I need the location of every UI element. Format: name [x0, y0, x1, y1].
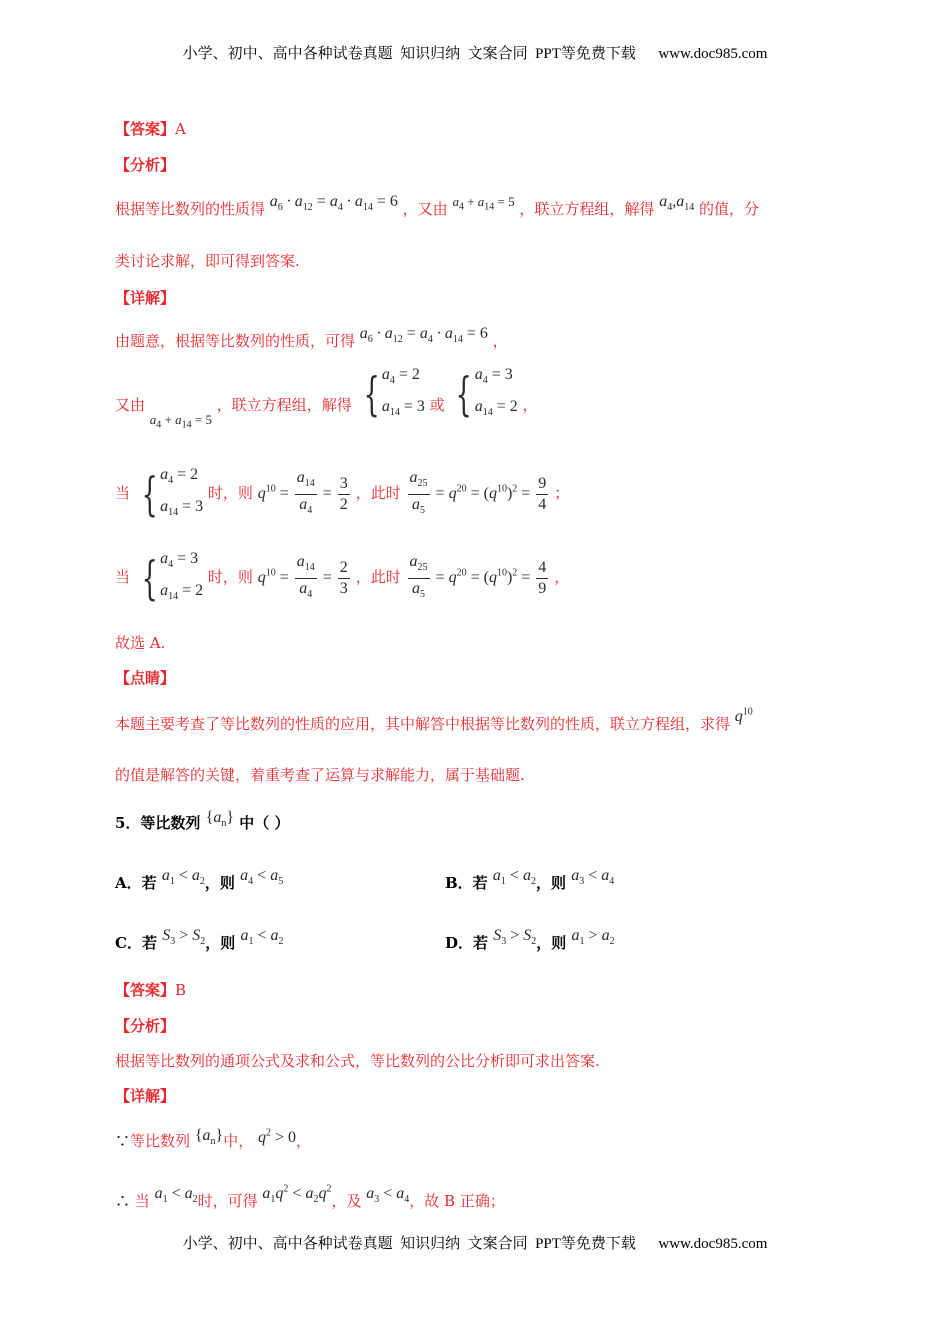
analysis-line-1: [115, 193, 759, 221]
case-2-system: { $a_4 = 3$ $a_{14} = 2$: [141, 550, 204, 606]
option-d-result: $a_1 > a_2$: [571, 927, 615, 948]
q5-detail-line-1: [115, 1127, 312, 1153]
option-b[interactable]: [445, 867, 615, 895]
formula-a6a12-eq-6: $a_6 \cdot a_{12} = a_4 \cdot a_{14} = 6$: [359, 325, 488, 346]
option-d[interactable]: [445, 927, 615, 955]
sequence-an: $\{a_n\}$: [205, 809, 235, 830]
point-tag: 【点睛】: [115, 669, 176, 687]
detail-text: ，故 B 正确；: [409, 1192, 505, 1210]
option-label: D．若: [445, 934, 489, 952]
conclusion: 故选 A.: [115, 634, 166, 652]
case-2-q10-formula: $q^{10}$ = $\frac{a_{14}}{a_4}$ = $\frac{2}{3}$: [257, 552, 348, 601]
detail-text: 或: [429, 396, 445, 415]
case-1-q10-formula: $q^{10}$ = $\frac{a_{14}}{a_4}$ = $\frac{3}{2}$: [257, 468, 348, 517]
q5-stem-text: 5．等比数列: [115, 814, 201, 832]
analysis-text: ，联立方程组，解得: [519, 200, 655, 218]
detail-text: 时，可得: [197, 1192, 258, 1210]
formula-q2-gt-0: $q^2 > 0$: [257, 1127, 297, 1146]
case-text: ；: [554, 484, 570, 503]
detail-text: ，联立方程组，解得: [216, 396, 352, 415]
because-symbol: ∵: [115, 1132, 131, 1150]
case-2-ratio-formula: $\frac{a_{25}}{a_5}$ = $q^{20} = (q^{10})^2$ = $\frac{4}{9}$: [409, 552, 547, 601]
formula-a3-lt-a4: $a_3 < a_4$: [366, 1185, 410, 1206]
analysis-text: 的值，分: [698, 200, 759, 218]
detail-text: 等比数列: [130, 1132, 191, 1150]
option-c[interactable]: [115, 927, 284, 955]
formula-a1-lt-a2: $a_1 < a_2$: [154, 1185, 198, 1206]
analysis-text: 根据等比数列的性质得: [115, 200, 266, 218]
sequence-an: $\{a_n\}$: [194, 1127, 224, 1148]
option-a[interactable]: [115, 867, 284, 895]
case-1-ratio-formula: $\frac{a_{25}}{a_5}$ = $q^{20} = (q^{10})^2$ = $\frac{9}{4}$: [409, 468, 547, 517]
answer-line-q4: [115, 118, 186, 139]
detail-text: 中，: [223, 1132, 254, 1150]
formula-a4-a14: $a_4,a_{14}$: [659, 193, 695, 214]
formula-a1q2-lt-a2q2: $a_1q^2 < a_2q^2$: [262, 1183, 332, 1206]
detail-tag: 【详解】: [115, 289, 176, 307]
formula-a6a12-eq-a4a14: $a_6 \cdot a_{12} = a_4 \cdot a_{14} = 6$: [269, 193, 398, 214]
option-b-result: $a_3 < a_4$: [571, 867, 615, 888]
option-c-cond: $S_3 > S_2$: [162, 927, 206, 948]
case-text: 当: [115, 484, 131, 503]
case-text: 时，则: [207, 484, 253, 503]
q5-answer-line: [115, 979, 186, 1000]
q5-analysis-text: 根据等比数列的通项公式及求和公式，等比数列的公比分析即可求出答案.: [115, 1052, 600, 1070]
detail-text: ，: [492, 332, 508, 350]
case-text: ，此时: [355, 484, 401, 503]
option-a-result: $a_4 < a_5$: [240, 867, 284, 888]
option-d-cond: $S_3 > S_2$: [493, 927, 537, 948]
option-text: ，则: [205, 934, 236, 952]
detail-text: ，: [522, 396, 538, 415]
option-text: ，则: [536, 934, 567, 952]
case-text: ，: [554, 568, 570, 587]
detail-text: 由题意，根据等比数列的性质，可得: [115, 332, 356, 350]
point-line-2: 的值是解答的关键，着重考查了运算与求解能力，属于基础题.: [115, 766, 525, 784]
formula-q10: $q^{10}$: [734, 706, 753, 725]
q5-stem: [115, 809, 290, 835]
option-text: ，则: [204, 874, 235, 892]
detail-line-2: [115, 366, 538, 444]
analysis-text: ，又由: [402, 200, 448, 218]
option-text: ，则: [535, 874, 566, 892]
page-footer: 小学、初中、高中各种试卷真题 知识归纳 文案合同 PPT等免费下载 www.doc985.com: [182, 1236, 768, 1252]
option-label: B．若: [445, 874, 488, 892]
system-a4-2-a14-3: { $a_4 = 2$ $a_{14} = 3$: [363, 366, 425, 422]
case-2-line: [115, 546, 569, 610]
point-text: 本题主要考查了等比数列的性质的应用，其中解答中根据等比数列的性质，联立方程组，求得: [115, 715, 731, 733]
answer-tag: 【答案】: [115, 120, 176, 138]
detail-text: 当: [134, 1192, 150, 1210]
answer-value: B: [175, 981, 187, 999]
option-b-cond: $a_1 < a_2$: [492, 867, 536, 888]
case-1-line: [115, 462, 569, 526]
answer-value: A: [175, 120, 186, 138]
formula-a4-plus-a14-eq-5: $a_4 + a_{14} = 5$: [149, 412, 212, 431]
detail-text: ，及: [331, 1192, 362, 1210]
case-text: 当: [115, 568, 131, 587]
q5-stem-text: 中（ ）: [239, 814, 290, 832]
option-a-cond: $a_1 < a_2$: [161, 867, 205, 888]
analysis-line-2: 类讨论求解，即可得到答案.: [115, 252, 300, 270]
case-text: ，此时: [355, 568, 401, 587]
q5-detail-line-2: [115, 1183, 505, 1213]
option-label: C．若: [115, 934, 157, 952]
option-c-result: $a_1 < a_2$: [240, 927, 284, 948]
analysis-tag: 【分析】: [115, 156, 176, 174]
detail-text: ，: [296, 1132, 312, 1150]
page-header: 小学、初中、高中各种试卷真题 知识归纳 文案合同 PPT等免费下载 www.doc985.com: [182, 46, 768, 62]
q5-analysis-tag: 【分析】: [115, 1017, 176, 1035]
therefore-symbol: ∴: [115, 1192, 131, 1210]
point-line-1: [115, 706, 753, 734]
system-a4-3-a14-2: { $a_4 = 3$ $a_{14} = 2$: [456, 366, 518, 422]
q5-detail-tag: 【详解】: [115, 1087, 176, 1105]
option-label: A．若: [115, 874, 157, 892]
formula-a4-plus-a14: $a_4 + a_{14} = 5$: [452, 194, 515, 213]
case-1-system: { $a_4 = 2$ $a_{14} = 3$: [141, 466, 204, 522]
case-text: 时，则: [207, 568, 253, 587]
answer-tag: 【答案】: [115, 981, 176, 999]
detail-line-1: [115, 325, 508, 353]
detail-text: 又由: [115, 396, 146, 415]
